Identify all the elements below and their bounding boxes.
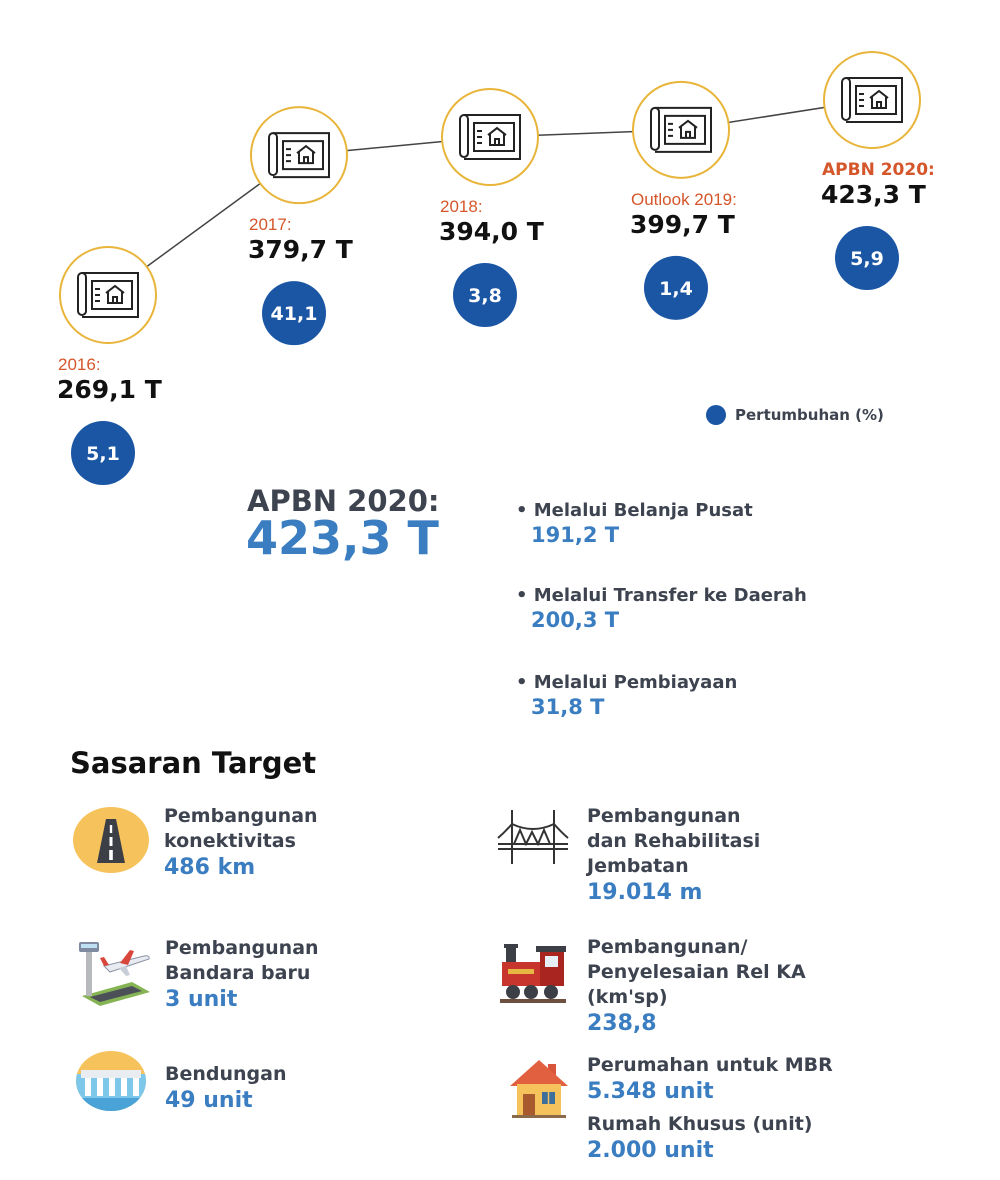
target-value: 49 unit (165, 1088, 253, 1113)
allocation-label: • Melalui Transfer ke Daerah (516, 585, 807, 606)
timeline-point-4 (824, 52, 920, 148)
budget-value-2019: 399,7 T (630, 209, 735, 239)
train-icon (500, 942, 566, 1004)
year-label-2017: 2017: (249, 215, 292, 235)
budget-value-2016: 269,1 T (57, 375, 162, 404)
growth-label-2: 3,8 (468, 285, 502, 308)
target-label: Perumahan untuk MBR (587, 1054, 833, 1076)
year-label-2020: APBN 2020: (822, 160, 935, 180)
target-perumahan (587, 1053, 833, 1165)
timeline-point-3 (633, 82, 729, 178)
target-bendungan (165, 1062, 287, 1115)
allocation-value: 191,2 T (531, 523, 620, 547)
growth-label-3: 1,4 (659, 277, 693, 300)
year-label-2018: 2018: (440, 197, 483, 217)
year-label-2019: Outlook 2019: (631, 189, 737, 209)
legend-growth-label: Pertumbuhan (%) (735, 406, 884, 424)
target-rel-ka (587, 935, 806, 1038)
target-label: Rumah Khusus (unit) (587, 1113, 813, 1135)
growth-label-1: 41,1 (270, 303, 318, 326)
target-value: 3 unit (165, 987, 238, 1012)
dam-icon (75, 1050, 147, 1112)
allocation-belanja-pusat (516, 500, 753, 547)
target-label: konektivitas (164, 830, 296, 852)
target-value: 486 km (164, 855, 256, 880)
bridge-icon (496, 808, 570, 866)
chart-legend (706, 405, 884, 425)
allocation-pembiayaan (516, 672, 737, 719)
target-value: 19.014 m (587, 880, 703, 905)
allocation-label: • Melalui Belanja Pusat (516, 500, 753, 521)
target-value: 2.000 unit (587, 1138, 714, 1163)
sasaran-target-title: Sasaran Target (70, 746, 317, 780)
growth-label-0: 5,1 (86, 443, 120, 465)
target-label: Pembangunan (587, 805, 741, 827)
timeline-point-2 (442, 89, 538, 185)
target-konektivitas (164, 804, 318, 882)
allocation-transfer-daerah (516, 585, 807, 632)
growth-label-4: 5,9 (850, 248, 884, 270)
road-icon (72, 805, 150, 875)
timeline-point-1 (251, 107, 347, 203)
target-label: Bendungan (165, 1063, 287, 1085)
allocation-value: 31,8 T (531, 695, 605, 719)
allocation-label: • Melalui Pembiayaan (516, 672, 738, 693)
apbn-title: APBN 2020: (247, 484, 440, 518)
apbn-total: 423,3 T (246, 511, 439, 565)
target-value: 5.348 unit (587, 1079, 714, 1104)
legend-growth-dot (706, 405, 726, 425)
target-jembatan (587, 804, 760, 907)
target-bandara (165, 936, 319, 1014)
allocation-value: 200,3 T (531, 608, 620, 632)
target-label: Bandara baru (165, 962, 311, 984)
timeline-point-0 (60, 247, 156, 343)
budget-value-2020: 423,3 T (821, 180, 926, 209)
year-label-2016: 2016: (58, 355, 101, 374)
target-label: Pembangunan (164, 805, 318, 827)
budget-value-2018: 394,0 T (439, 217, 544, 247)
target-label: Pembangunan (165, 937, 319, 959)
target-value: 238,8 (587, 1011, 657, 1036)
budget-value-2017: 379,7 T (248, 235, 353, 265)
target-label: Pembangunan/ (587, 936, 748, 958)
target-label: dan Rehabilitasi (587, 830, 761, 852)
target-label: (km'sp) (587, 986, 668, 1008)
target-label: Jembatan (587, 855, 689, 877)
target-label: Penyelesaian Rel KA (587, 961, 806, 983)
airport-icon (74, 936, 154, 1006)
house-icon (508, 1056, 570, 1118)
budget-timeline-chart (0, 0, 1000, 500)
